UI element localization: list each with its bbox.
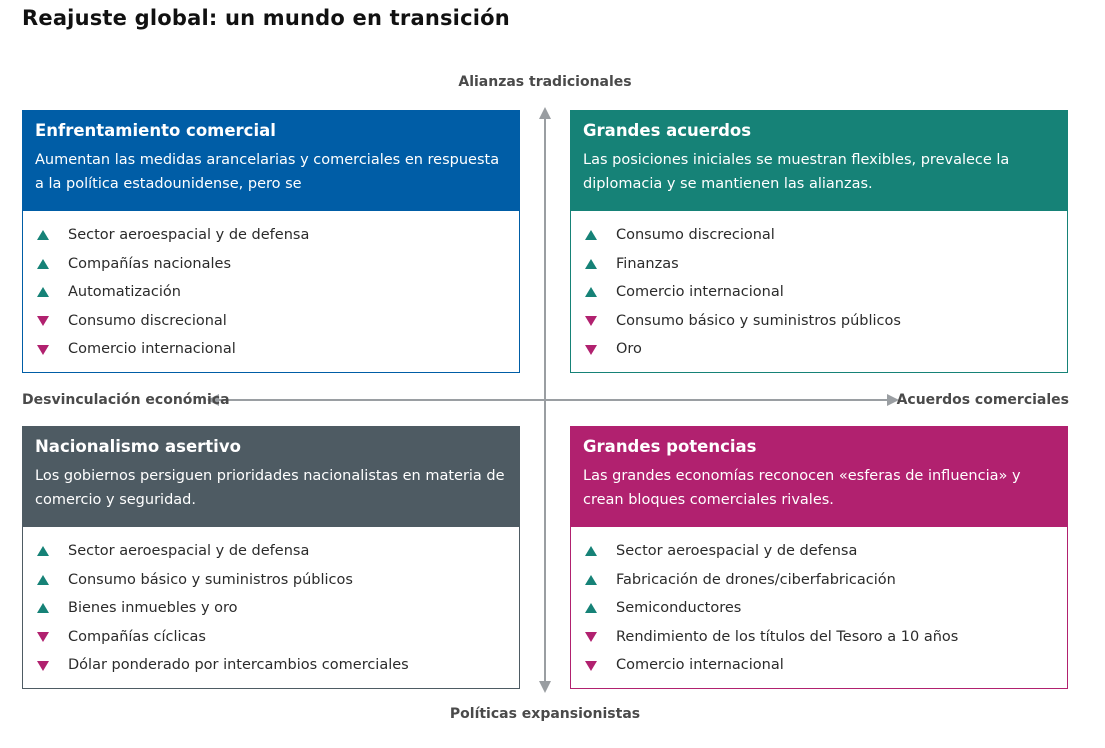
quadrant-description: Aumentan las medidas arancelarias y comerciales en respuesta a la política estadounidense, pero se	[35, 152, 500, 192]
up-triangle-icon	[37, 259, 49, 269]
down-triangle-icon	[585, 661, 597, 671]
list-item	[585, 221, 1067, 250]
up-triangle-icon	[585, 230, 597, 240]
list-item-label: Fabricación de drones/ciberfabricación	[616, 571, 896, 588]
list-item-label: Finanzas	[616, 255, 679, 272]
list-item	[585, 623, 1067, 652]
list-item	[37, 250, 519, 279]
list-item	[585, 566, 1067, 595]
up-triangle-icon	[585, 259, 597, 269]
list-item	[37, 566, 519, 595]
list-item-label: Bienes inmuebles y oro	[68, 600, 238, 617]
down-triangle-icon	[585, 632, 597, 642]
list-item	[37, 537, 519, 566]
list-item-label: Consumo básico y suministros públicos	[616, 312, 901, 329]
up-triangle-icon	[585, 287, 597, 297]
down-triangle-icon	[37, 345, 49, 355]
list-item	[37, 651, 519, 680]
up-triangle-icon	[37, 230, 49, 240]
quadrant-bottom-right	[570, 426, 1068, 689]
list-item-label: Dólar ponderado por intercambios comerciales	[68, 657, 409, 674]
up-triangle-icon	[37, 575, 49, 585]
list-item-label: Consumo discrecional	[68, 312, 227, 329]
quadrant-list	[571, 527, 1067, 680]
list-item-label: Consumo discrecional	[616, 227, 775, 243]
up-triangle-icon	[37, 287, 49, 297]
quadrant-description: Las posiciones iniciales se muestran flexibles, prevalece la diplomacia y se mantienen las alianzas.	[583, 152, 1010, 192]
down-triangle-icon	[585, 316, 597, 326]
up-triangle-icon	[37, 546, 49, 556]
list-item	[37, 335, 519, 364]
page-title: Reajuste global: un mundo en transición	[22, 6, 510, 30]
quadrant-title: Nacionalismo asertivo	[35, 437, 241, 456]
list-item	[585, 307, 1067, 336]
list-item	[585, 594, 1067, 623]
list-item-label: Comercio internacional	[616, 657, 784, 674]
list-item-label: Semiconductores	[616, 600, 742, 617]
axis-label-top: Alianzas tradicionales	[458, 74, 632, 90]
list-item-label: Oro	[616, 341, 642, 358]
list-item	[37, 623, 519, 652]
quadrant-bottom-left	[22, 426, 520, 689]
list-item	[37, 594, 519, 623]
list-item-label: Sector aeroespacial y de defensa	[68, 543, 310, 559]
list-item-label: Sector aeroespacial y de defensa	[616, 543, 858, 559]
list-item	[585, 651, 1067, 680]
list-item-label: Comercio internacional	[616, 284, 784, 301]
quadrant-description: Las grandes economías reconocen «esferas de influencia» y crean bloques comerciales rivales.	[583, 468, 1021, 508]
quadrant-header	[571, 427, 1067, 527]
quadrant-header	[571, 111, 1067, 211]
list-item	[37, 307, 519, 336]
down-triangle-icon	[37, 632, 49, 642]
down-triangle-icon	[37, 316, 49, 326]
list-item-label: Comercio internacional	[68, 341, 236, 358]
list-item-label: Automatización	[68, 284, 181, 301]
quadrant-top-right	[570, 110, 1068, 373]
up-triangle-icon	[585, 603, 597, 613]
quadrant-title: Grandes potencias	[583, 437, 757, 456]
list-item	[585, 250, 1067, 279]
up-triangle-icon	[585, 575, 597, 585]
axis-label-left: Desvinculación económica	[22, 392, 230, 408]
down-triangle-icon	[37, 661, 49, 671]
quadrant-list	[23, 211, 519, 364]
list-item	[585, 278, 1067, 307]
list-item	[37, 278, 519, 307]
list-item	[585, 537, 1067, 566]
list-item	[585, 335, 1067, 364]
list-item-label: Consumo básico y suministros públicos	[68, 571, 353, 588]
quadrant-title: Enfrentamiento comercial	[35, 121, 276, 140]
up-triangle-icon	[37, 603, 49, 613]
quadrant-title: Grandes acuerdos	[583, 121, 752, 140]
quadrant-description: Los gobiernos persiguen prioridades nacionalistas en materia de comercio y seguridad.	[35, 468, 505, 508]
quadrant-list	[571, 211, 1067, 364]
quadrant-list	[23, 527, 519, 680]
axis-label-bottom: Políticas expansionistas	[449, 706, 641, 722]
axis-label-right: Acuerdos comerciales	[896, 392, 1069, 408]
quadrant-top-left	[22, 110, 520, 373]
list-item-label: Compañías cíclicas	[68, 628, 206, 645]
up-triangle-icon	[585, 546, 597, 556]
list-item	[37, 221, 519, 250]
quadrant-header	[23, 427, 519, 527]
list-item-label: Rendimiento de los títulos del Tesoro a 10 años	[616, 628, 959, 645]
list-item-label: Compañías nacionales	[68, 255, 232, 272]
list-item-label: Sector aeroespacial y de defensa	[68, 227, 310, 243]
down-triangle-icon	[585, 345, 597, 355]
quadrant-header	[23, 111, 519, 211]
